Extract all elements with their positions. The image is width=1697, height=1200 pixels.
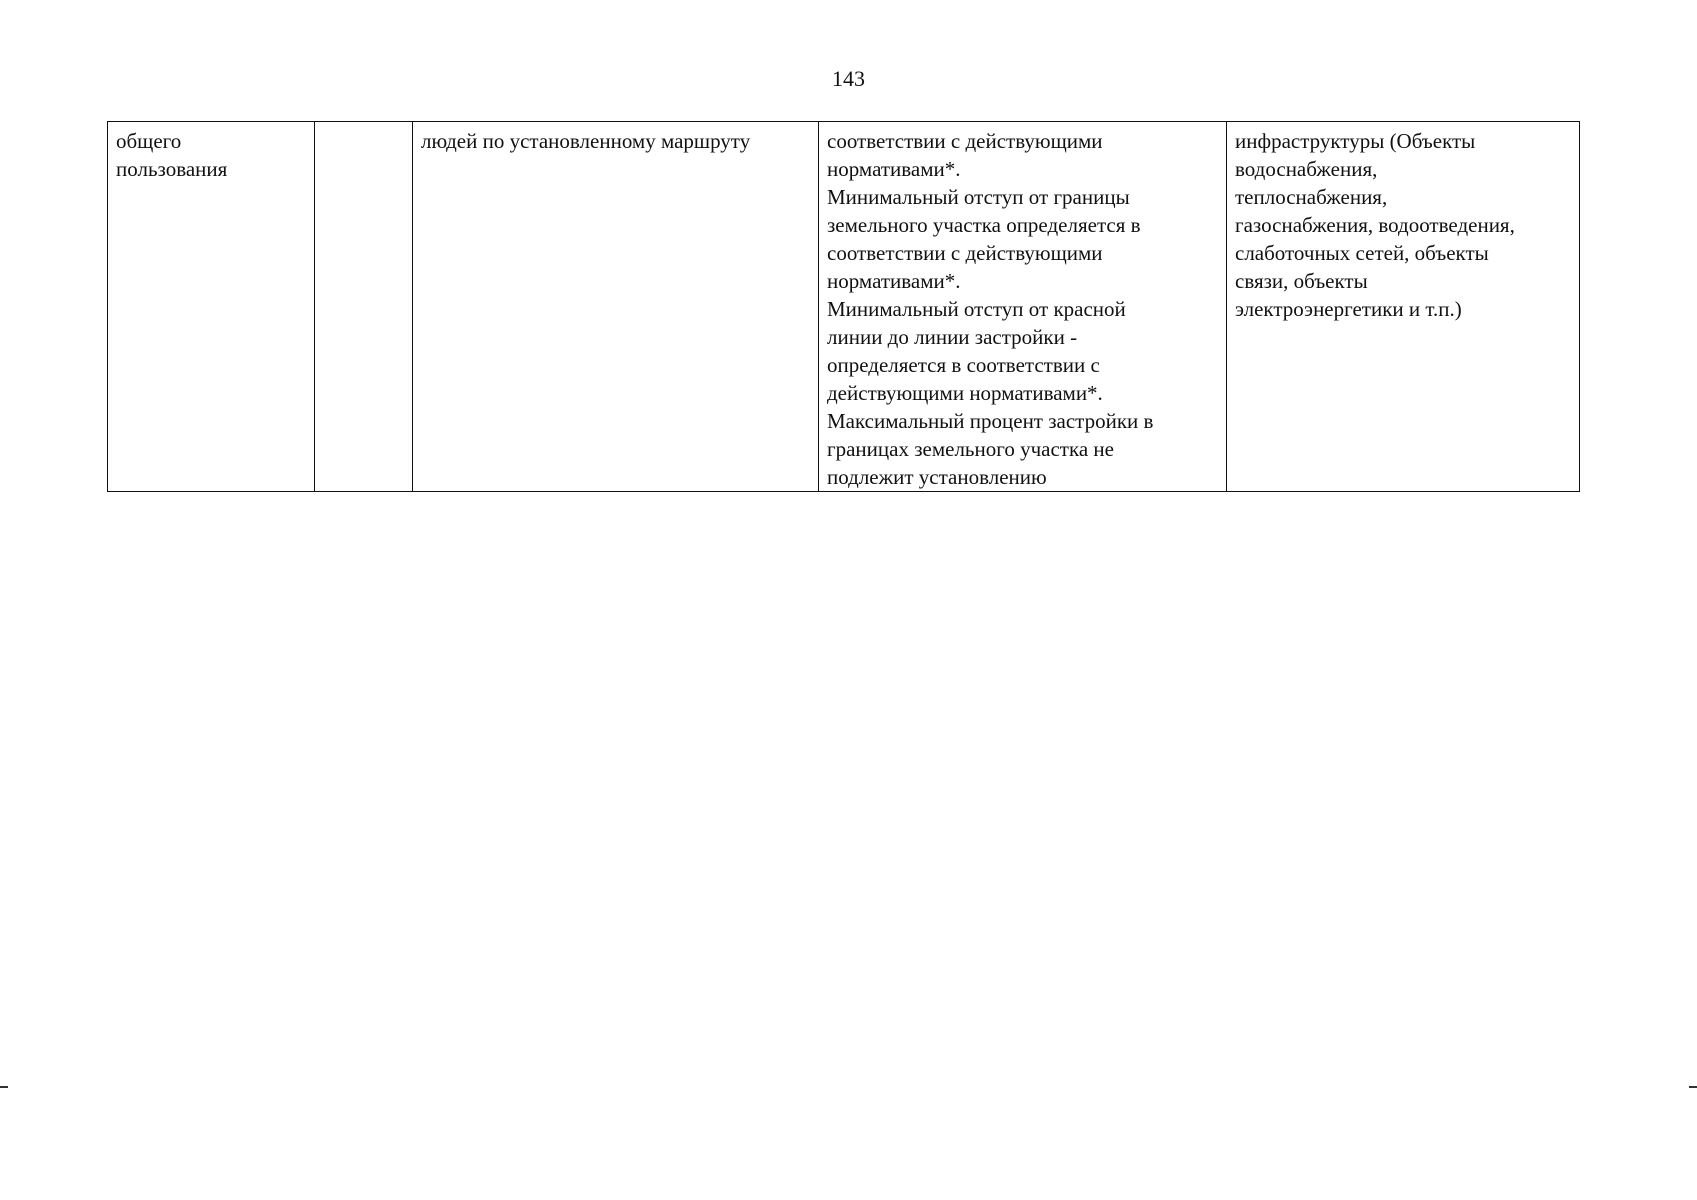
zoning-table [107,121,1580,492]
table-cell-code [315,122,413,492]
table-row [108,122,1580,492]
table-cell-territory-type: общего пользования [108,122,315,492]
table-cell-parameters: соответствии с действующими нормативами*. Минимальный отступ от границы земельного участка определяется в соответствии с действующими нормативами*. Минимальный отступ от красной линии до линии застройки - определяется в соответствии с действующими нормативами*. Максимальный процент застройки в границах земельного участка не подлежит установлению [819,122,1227,492]
left-edge-mark [0,1086,8,1088]
table-cell-auxiliary-use: инфраструктуры (Объекты водоснабжения, теплоснабжения, газоснабжения, водоотведения, слаботочных сетей, объекты связи, объекты электроэнергетики и т.п.) [1227,122,1580,492]
table-cell-use-description: людей по установленному маршруту [413,122,819,492]
right-edge-mark [1689,1086,1697,1088]
page-number: 143 [832,66,865,91]
